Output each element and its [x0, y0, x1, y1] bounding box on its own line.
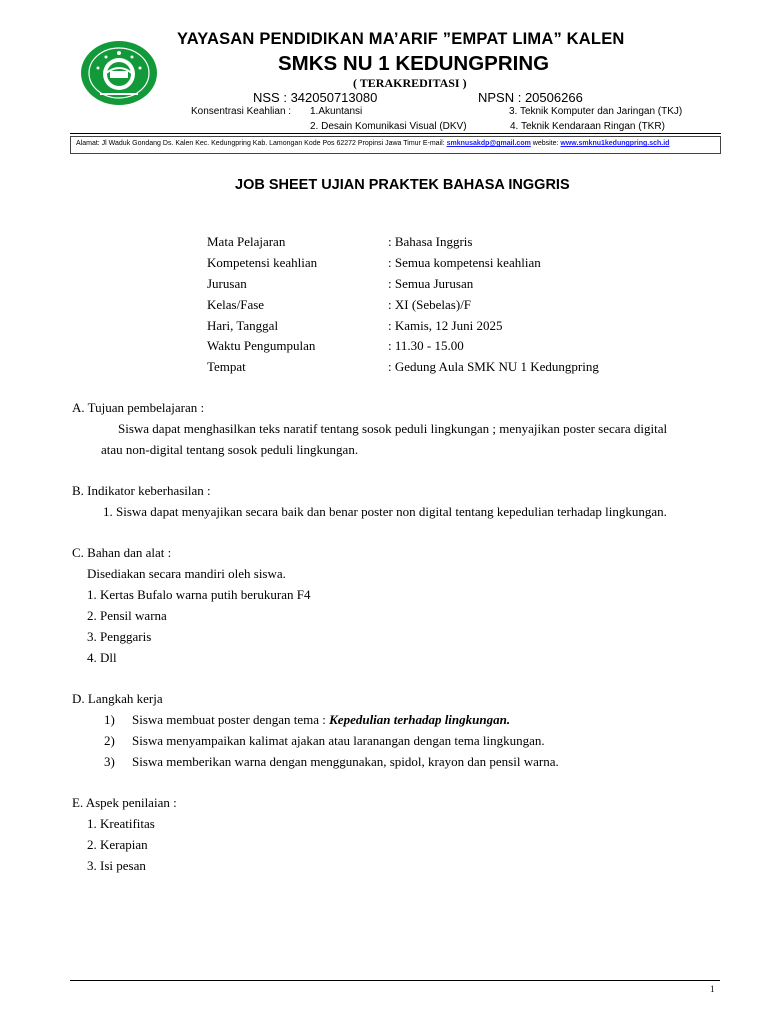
- program-3: 3. Teknik Komputer dan Jaringan (TKJ): [509, 106, 683, 117]
- list-item: 4. Dll: [87, 650, 117, 665]
- info-value: : Semua Jurusan: [388, 276, 474, 291]
- email-link[interactable]: smknusakdp@gmail.com: [446, 140, 531, 147]
- website-link[interactable]: www.smknu1kedungpring.sch.id: [560, 140, 670, 147]
- header-divider: [70, 133, 721, 134]
- section-c-intro: Disediakan secara mandiri oleh siswa.: [87, 566, 286, 581]
- section-a-line-1: Siswa dapat menghasilkan teks naratif tentang sosok peduli lingkungan ; menyajikan poster secara digital: [118, 421, 668, 436]
- info-label: Kelas/Fase: [207, 297, 265, 312]
- step-number: 3): [104, 754, 115, 769]
- address-line: [76, 140, 669, 147]
- program-1: 1.Akuntansi: [310, 106, 363, 117]
- website-label: website:: [532, 140, 559, 147]
- list-item: 1. Kreatifitas: [87, 816, 155, 831]
- info-label: Kompetensi keahlian: [207, 255, 318, 270]
- school-name: SMKS NU 1 KEDUNGPRING: [278, 52, 550, 75]
- section-b-heading: B. Indikator keberhasilan :: [72, 483, 211, 498]
- school-logo: [80, 40, 158, 106]
- section-a-line-2: atau non-digital tentang sosok peduli lingkungan.: [101, 442, 359, 457]
- page-number: 1: [710, 984, 715, 994]
- info-label: Waktu Pengumpulan: [207, 338, 316, 353]
- info-label: Hari, Tanggal: [207, 318, 279, 333]
- accreditation: ( TERAKREDITASI ): [353, 76, 467, 90]
- list-item: 2. Kerapian: [87, 837, 148, 852]
- step-number: 2): [104, 733, 115, 748]
- step-text: Siswa menyampaikan kalimat ajakan atau laranangan dengan tema lingkungan.: [132, 733, 545, 748]
- info-label: Jurusan: [207, 276, 247, 291]
- foundation-name: YAYASAN PENDIDIKAN MA’ARIF ”EMPAT LIMA” KALEN: [177, 30, 625, 48]
- step-text: [132, 712, 510, 728]
- info-value: : XI (Sebelas)/F: [388, 297, 472, 312]
- info-label: Tempat: [207, 359, 246, 374]
- section-d-heading: D. Langkah kerja: [72, 691, 163, 706]
- address-text: Alamat: Jl Waduk Gondang Ds. Kalen Kec. Kedungpring Kab. Lamongan Kode Pos 62272 Propinsi Jawa Timur E-mail:: [76, 140, 445, 147]
- info-value: : 11.30 - 15.00: [388, 338, 464, 353]
- footer-divider: [70, 980, 720, 981]
- program-4: 4. Teknik Kendaraan Ringan (TKR): [510, 121, 665, 132]
- section-e-heading: E. Aspek penilaian :: [72, 795, 177, 810]
- list-item: 2. Pensil warna: [87, 608, 167, 623]
- konsentrasi-label: Konsentrasi Keahlian :: [191, 106, 292, 117]
- step-text: Siswa memberikan warna dengan menggunakan, spidol, krayon dan pensil warna.: [132, 754, 559, 769]
- section-c-heading: C. Bahan dan alat :: [72, 545, 172, 560]
- info-value: : Semua kompetensi keahlian: [388, 255, 541, 270]
- page-title: JOB SHEET UJIAN PRAKTEK BAHASA INGGRIS: [235, 177, 570, 193]
- list-item: 1. Kertas Bufalo warna putih berukuran F4: [87, 587, 311, 602]
- section-a-heading: A. Tujuan pembelajaran :: [72, 400, 205, 415]
- section-b-item: 1. Siswa dapat menyajikan secara baik dan benar poster non digital tentang kepedulian terhadap lingkungan.: [103, 504, 667, 519]
- info-label: Mata Pelajaran: [207, 234, 286, 249]
- step-number: 1): [104, 712, 115, 727]
- npsn-number: NPSN : 20506266: [478, 90, 583, 105]
- program-2: 2. Desain Komunikasi Visual (DKV): [310, 121, 467, 132]
- info-value: : Bahasa Inggris: [388, 234, 473, 249]
- info-value: : Gedung Aula SMK NU 1 Kedungpring: [388, 359, 599, 374]
- list-item: 3. Penggaris: [87, 629, 152, 644]
- info-value: : Kamis, 12 Juni 2025: [388, 318, 503, 333]
- step-text-plain: Siswa membuat poster dengan tema :: [132, 712, 330, 727]
- step-text-emphasis: Kepedulian terhadap lingkungan.: [329, 712, 511, 727]
- nss-number: NSS : 342050713080: [253, 90, 378, 105]
- list-item: 3. Isi pesan: [87, 858, 146, 873]
